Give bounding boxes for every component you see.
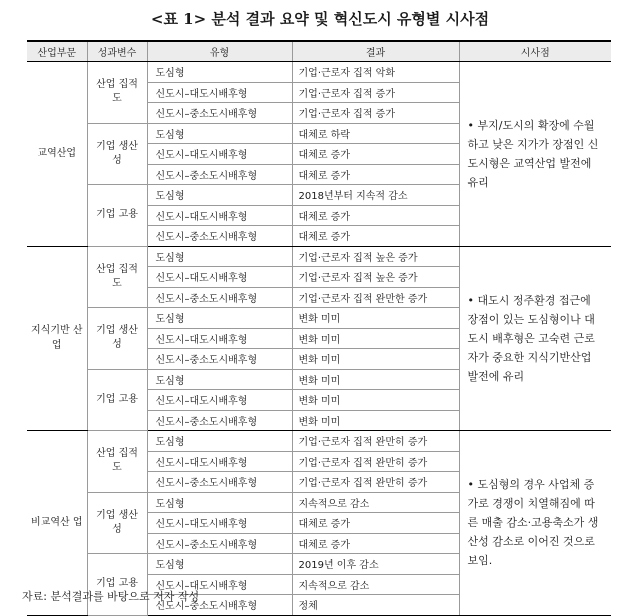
variable-cell: 기업 고용 xyxy=(87,185,147,247)
results-table xyxy=(27,40,611,616)
result-cell: 대체로 증가 xyxy=(292,513,459,534)
result-cell: 기업·근로자 집적 완만히 증가 xyxy=(292,472,459,493)
table-row xyxy=(27,246,611,267)
result-cell: 대체로 증가 xyxy=(292,144,459,165)
variable-cell: 기업 생산성 xyxy=(87,308,147,370)
type-cell: 신도시–대도시배후형 xyxy=(147,144,292,165)
implication-cell: • 대도시 정주환경 접근에 장점이 있는 도심형이나 대도시 배후형은 고숙련 근로자가 중요한 지식기반산업 발전에 유리 xyxy=(459,246,611,431)
type-cell: 신도시–중소도시배후형 xyxy=(147,595,292,616)
variable-cell: 기업 고용 xyxy=(87,554,147,616)
type-cell: 신도시–대도시배후형 xyxy=(147,267,292,288)
industry-cell: 비교역산 업 xyxy=(27,431,87,616)
result-cell: 지속적으로 감소 xyxy=(292,574,459,595)
result-cell: 지속적으로 감소 xyxy=(292,492,459,513)
type-cell: 신도시–중소도시배후형 xyxy=(147,287,292,308)
implication-cell: • 부지/도시의 확장에 수월하고 낮은 지가가 장점인 신도시형은 교역산업 발전에 유리 xyxy=(459,62,611,247)
result-cell: 변화 미미 xyxy=(292,410,459,431)
type-cell: 신도시–대도시배후형 xyxy=(147,328,292,349)
type-cell: 신도시–대도시배후형 xyxy=(147,451,292,472)
type-cell: 신도시–대도시배후형 xyxy=(147,82,292,103)
type-cell: 신도시–대도시배후형 xyxy=(147,205,292,226)
type-cell: 도심형 xyxy=(147,308,292,329)
header-result: 결과 xyxy=(292,41,459,62)
result-cell: 대체로 증가 xyxy=(292,533,459,554)
header-industry: 산업부문 xyxy=(27,41,87,62)
type-cell: 신도시–대도시배후형 xyxy=(147,390,292,411)
result-cell: 변화 미미 xyxy=(292,369,459,390)
header-row xyxy=(27,41,611,62)
type-cell: 도심형 xyxy=(147,431,292,452)
result-cell: 대체로 증가 xyxy=(292,205,459,226)
type-cell: 도심형 xyxy=(147,492,292,513)
result-cell: 기업·근로자 집적 증가 xyxy=(292,103,459,124)
type-cell: 신도시–대도시배후형 xyxy=(147,574,292,595)
result-cell: 2019년 이후 감소 xyxy=(292,554,459,575)
type-cell: 도심형 xyxy=(147,185,292,206)
type-cell: 신도시–중소도시배후형 xyxy=(147,533,292,554)
result-cell: 기업·근로자 집적 완만히 증가 xyxy=(292,431,459,452)
type-cell: 신도시–대도시배후형 xyxy=(147,513,292,534)
result-cell: 기업·근로자 집적 높은 증가 xyxy=(292,246,459,267)
result-cell: 변화 미미 xyxy=(292,349,459,370)
type-cell: 신도시–중소도시배후형 xyxy=(147,410,292,431)
variable-cell: 기업 생산성 xyxy=(87,492,147,554)
variable-cell: 산업 집적도 xyxy=(87,246,147,308)
variable-cell: 산업 집적도 xyxy=(87,62,147,124)
result-cell: 기업·근로자 집적 완만히 증가 xyxy=(292,451,459,472)
result-cell: 기업·근로자 집적 증가 xyxy=(292,82,459,103)
variable-cell: 기업 생산성 xyxy=(87,123,147,185)
table-title: <표 1> 분석 결과 요약 및 혁신도시 유형별 시사점 xyxy=(150,10,490,28)
result-cell: 대체로 하락 xyxy=(292,123,459,144)
source-note: 자료: 분석결과를 바탕으로 저자 작성 xyxy=(22,590,200,603)
result-cell: 2018년부터 지속적 감소 xyxy=(292,185,459,206)
type-cell: 도심형 xyxy=(147,369,292,390)
header-type: 유형 xyxy=(147,41,292,62)
result-cell: 정체 xyxy=(292,595,459,616)
table-row xyxy=(27,62,611,83)
type-cell: 신도시–중소도시배후형 xyxy=(147,226,292,247)
type-cell: 도심형 xyxy=(147,554,292,575)
variable-cell: 산업 집적도 xyxy=(87,431,147,493)
header-implication: 시사점 xyxy=(459,41,611,62)
type-cell: 신도시–중소도시배후형 xyxy=(147,164,292,185)
result-cell: 기업·근로자 집적 높은 증가 xyxy=(292,267,459,288)
type-cell: 도심형 xyxy=(147,123,292,144)
type-cell: 신도시–중소도시배후형 xyxy=(147,103,292,124)
header-variable: 성과변수 xyxy=(87,41,147,62)
result-cell: 대체로 증가 xyxy=(292,164,459,185)
result-cell: 기업·근로자 집적 악화 xyxy=(292,62,459,83)
type-cell: 도심형 xyxy=(147,62,292,83)
industry-cell: 교역산업 xyxy=(27,62,87,247)
result-cell: 변화 미미 xyxy=(292,390,459,411)
implication-cell: • 도심형의 경우 사업체 증가로 경쟁이 치열해짐에 따른 매출 감소·고용축소가 생산성 감소로 이어진 것으로 보임. xyxy=(459,431,611,616)
variable-cell: 기업 고용 xyxy=(87,369,147,431)
result-cell: 변화 미미 xyxy=(292,308,459,329)
type-cell: 신도시–중소도시배후형 xyxy=(147,472,292,493)
result-cell: 기업·근로자 집적 완만한 증가 xyxy=(292,287,459,308)
type-cell: 신도시–중소도시배후형 xyxy=(147,349,292,370)
industry-cell: 지식기반 산업 xyxy=(27,246,87,431)
result-cell: 변화 미미 xyxy=(292,328,459,349)
table-row xyxy=(27,431,611,452)
type-cell: 도심형 xyxy=(147,246,292,267)
result-cell: 대체로 증가 xyxy=(292,226,459,247)
